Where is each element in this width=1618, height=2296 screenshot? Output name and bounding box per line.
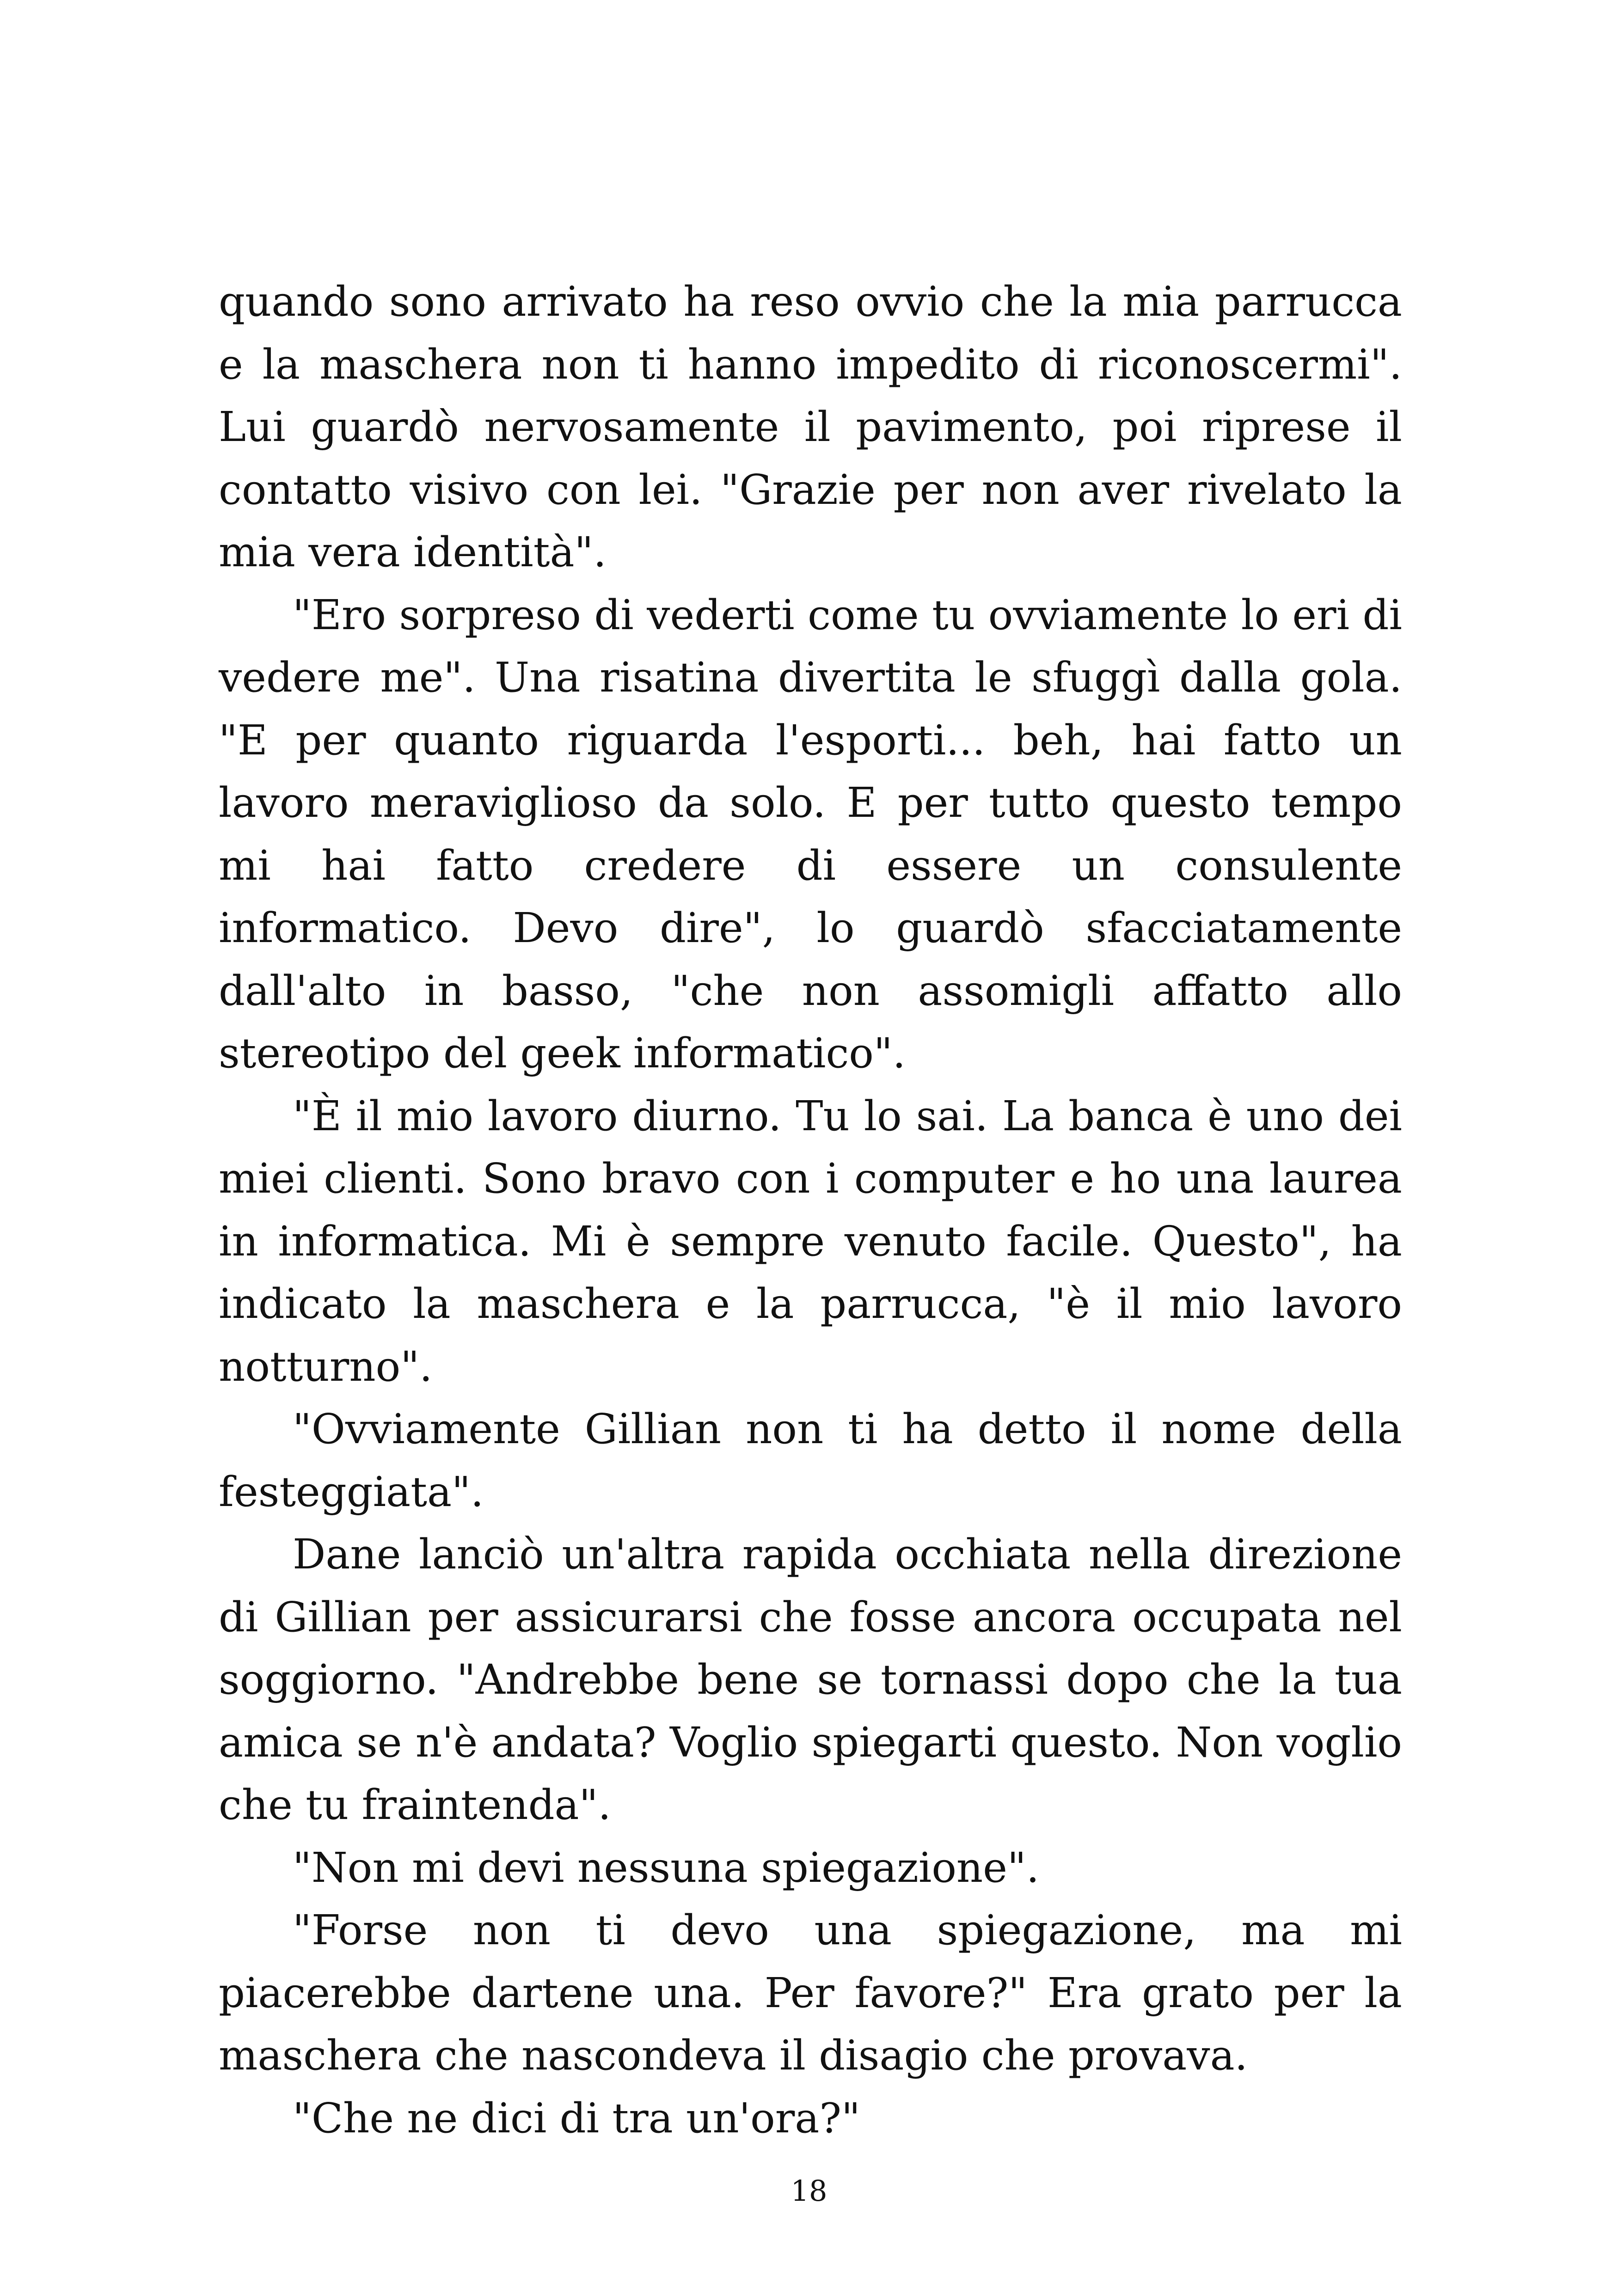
paragraph-3: "È il mio lavoro diurno. Tu lo sai. La banca è uno dei miei clienti. Sono bravo con i computer e ho una laurea in informatica. Mi è sempre venuto facile. Questo", ha indicato la maschera e la parrucca, "è il mio lavoro notturno". <box>219 1091 1402 1390</box>
paragraph-7: "Forse non ti devo una spiegazione, ma mi piacerebbe dartene una. Per favore?" Era grato per la maschera che nascondeva il disagio che provava. <box>219 1906 1402 2079</box>
paragraph-6: "Non mi devi nessuna spiegazione". <box>293 1843 1040 1892</box>
paragraph-5: Dane lanciò un'altra rapida occhiata nella direzione di Gillian per assicurarsi che fosse ancora occupata nel soggiorno. "Andrebbe bene se tornassi dopo che la tua amica se n'è andata? Voglio spiegarti questo. Non voglio che tu fraintenda". <box>219 1530 1402 1829</box>
paragraph-1: quando sono arrivato ha reso ovvio che la mia parrucca e la maschera non ti hanno impedito di riconoscermi". Lui guardò nervosamente il pavimento, poi riprese il contatto visivo con lei. "Grazie per non aver rivelato la mia vera identità". <box>219 277 1402 576</box>
page-body-text <box>219 270 1402 2149</box>
paragraph-2: "Ero sorpreso di vederti come tu ovviamente lo eri di vedere me". Una risatina divertita le sfuggì dalla gola. "E per quanto riguarda l'esporti... beh, hai fatto un lavoro meraviglioso da solo. E per tutto questo tempo mi hai fatto credere di essere un consulente informatico. Devo dire", lo guardò sfacciatamente dall'alto in basso, "che non assomigli affatto allo stereotipo del geek informatico". <box>219 590 1402 1077</box>
paragraph-8: "Che ne dici di tra un'ora?" <box>293 2094 860 2142</box>
page-number: 18 <box>791 2174 827 2208</box>
paragraph-4: "Ovviamente Gillian non ti ha detto il nome della festeggiata". <box>219 1405 1402 1516</box>
